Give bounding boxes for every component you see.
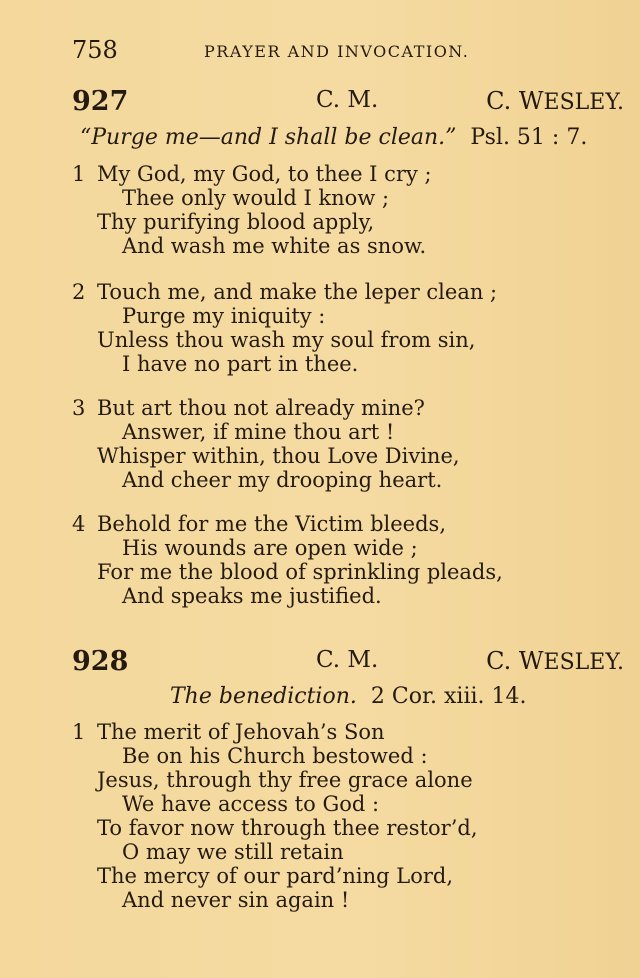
verse-line: My God, my God, to thee I cry ; bbox=[97, 162, 432, 186]
verse-line: But art thou not already mine? bbox=[97, 396, 425, 420]
verse-line: We have access to God : bbox=[122, 792, 380, 816]
hymn-927-stanza-4 bbox=[72, 512, 627, 608]
verse-line: O may we still retain bbox=[122, 840, 344, 864]
stanza-number: 3 bbox=[72, 396, 86, 420]
verse-line: And wash me white as snow. bbox=[122, 234, 427, 258]
verse-line: To favor now through thee restor’d, bbox=[97, 816, 478, 840]
hymn-author: C. WESLEY. bbox=[486, 647, 624, 675]
verse-line: Purge my iniquity : bbox=[122, 304, 326, 328]
verse-line: Unless thou wash my soul from sin, bbox=[97, 328, 476, 352]
hymn-author: C. WESLEY. bbox=[486, 87, 624, 115]
verse-line: Touch me, and make the leper clean ; bbox=[97, 280, 498, 304]
running-head bbox=[72, 36, 622, 66]
verse-line: Behold for me the Victim bleeds, bbox=[97, 512, 447, 536]
stanza-number: 4 bbox=[72, 512, 86, 536]
running-title: PRAYER AND INVOCATION. bbox=[204, 42, 470, 61]
verse-line: For me the blood of sprinkling pleads, bbox=[97, 560, 503, 584]
verse-line: And cheer my drooping heart. bbox=[122, 468, 443, 492]
verse-line: Answer, if mine thou art ! bbox=[122, 420, 395, 444]
scripture-reference: Psl. 51 : 7. bbox=[470, 125, 588, 150]
subtitle-text: The benediction. bbox=[170, 684, 357, 709]
stanza-number: 1 bbox=[72, 720, 86, 744]
hymn-927-stanza-1 bbox=[72, 162, 627, 258]
scripture-reference: 2 Cor. xiii. 14. bbox=[370, 684, 527, 709]
verse-line: I have no part in thee. bbox=[122, 352, 359, 376]
stanza-number: 2 bbox=[72, 280, 86, 304]
hymn-927-stanza-2 bbox=[72, 280, 627, 376]
hymn-meter: C. M. bbox=[316, 647, 379, 673]
stanza-number: 1 bbox=[72, 162, 86, 186]
verse-line: The merit of Jehovah’s Son bbox=[97, 720, 385, 744]
hymn-928-subtitle bbox=[170, 684, 640, 709]
hymn-927-heading bbox=[72, 86, 624, 120]
subtitle-text: “Purge me—and I shall be clean.” bbox=[80, 125, 457, 150]
hymn-meter: C. M. bbox=[316, 87, 379, 113]
verse-line: Be on his Church bestowed : bbox=[122, 744, 428, 768]
verse-line: Jesus, through thy free grace alone bbox=[97, 768, 473, 792]
page-number: 758 bbox=[72, 36, 118, 64]
hymn-927-subtitle bbox=[80, 125, 620, 150]
hymn-number: 927 bbox=[72, 86, 129, 117]
verse-line: Thy purifying blood apply, bbox=[97, 210, 375, 234]
hymn-928-heading bbox=[72, 646, 624, 680]
verse-line: Thee only would I know ; bbox=[122, 186, 390, 210]
hymn-928-stanza-1 bbox=[72, 720, 627, 912]
verse-line: The mercy of our pard’ning Lord, bbox=[97, 864, 454, 888]
verse-line: Whisper within, thou Love Divine, bbox=[97, 444, 460, 468]
verse-line: His wounds are open wide ; bbox=[122, 536, 418, 560]
verse-line: And speaks me justified. bbox=[122, 584, 382, 608]
hymn-927-stanza-3 bbox=[72, 396, 627, 492]
hymn-number: 928 bbox=[72, 646, 129, 677]
verse-line: And never sin again ! bbox=[122, 888, 350, 912]
